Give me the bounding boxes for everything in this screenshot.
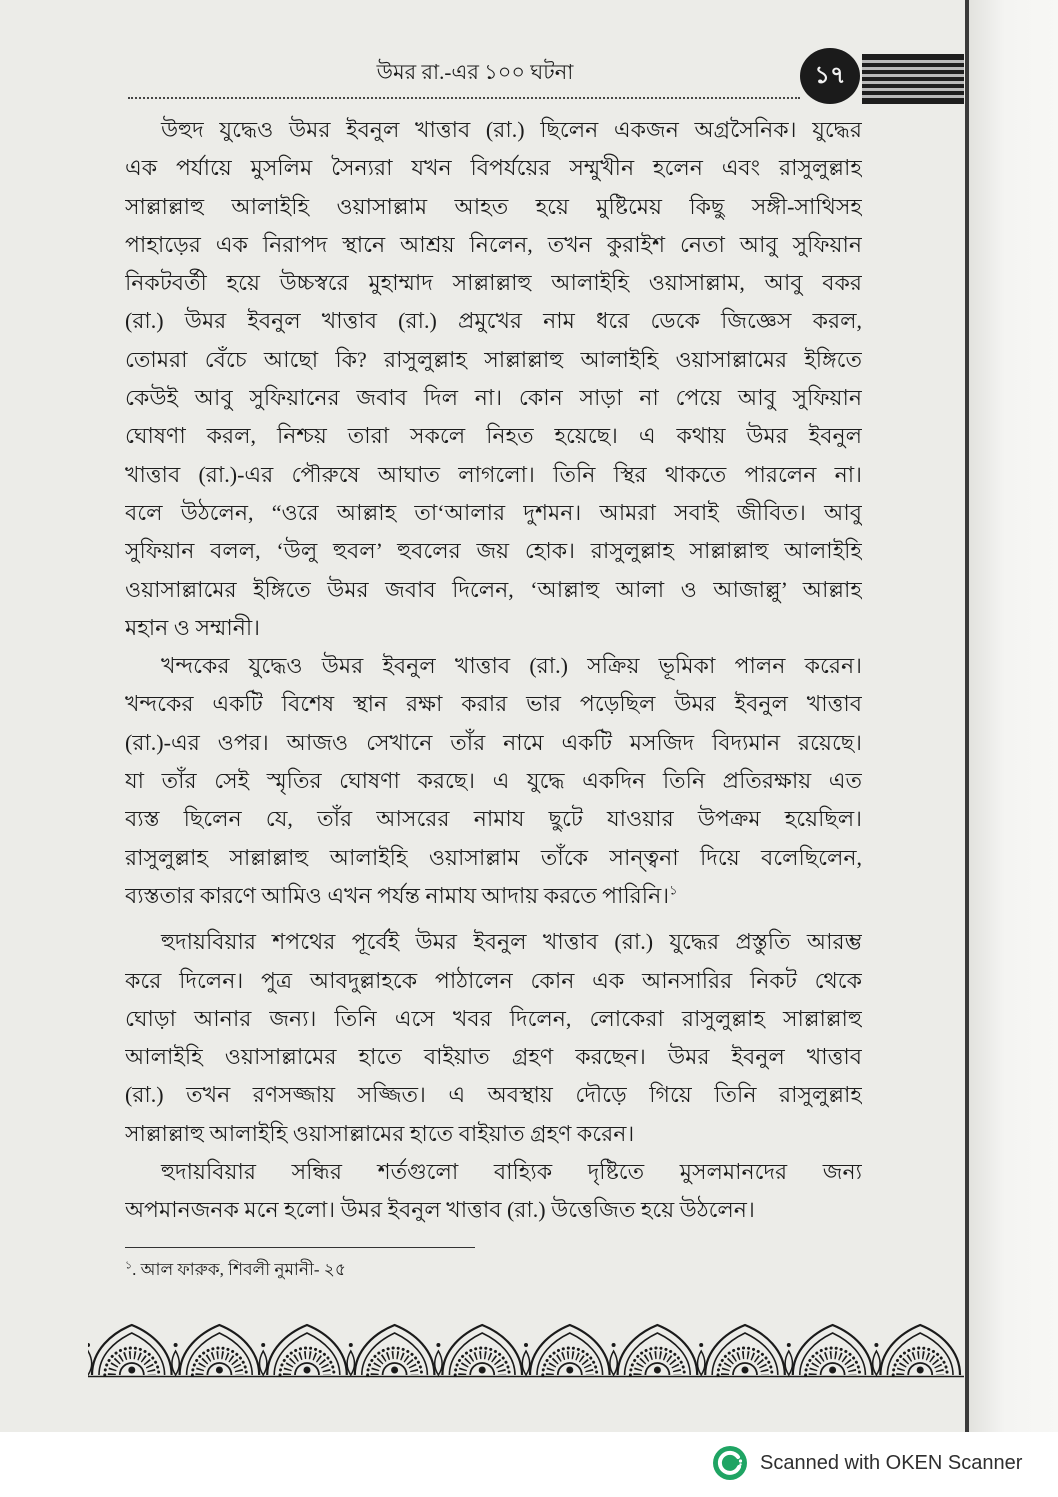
body-text xyxy=(125,111,862,1230)
paragraph xyxy=(125,111,862,647)
text-line-content: ব্যস্ততার কারণে আমিও এখন পর্যন্ত নামায আদায় করতে পারিনি। xyxy=(125,882,670,908)
text-line: (রা.) তখন রণসজ্জায় সজ্জিত। এ অবস্থায় দৌড়ে গিয়ে তিনি রাসুলুল্লাহ xyxy=(125,1082,862,1108)
text-line: সাল্লাল্লাহু আলাইহি ওয়াসাল্লাম আহত হয়ে মুষ্টিমেয় কিছু সঙ্গী-সাথিসহ xyxy=(125,193,862,219)
text-line: হুদায়বিয়ার শপথের পূর্বেই উমর ইবনুল খাত্তাব (রা.) যুদ্ধের প্রস্তুতি আরম্ভ xyxy=(161,929,862,955)
text-line: নিকটবর্তী হয়ে উচ্চস্বরে মুহাম্মাদ সাল্লাল্লাহু আলাইহি ওয়াসাল্লাম, আবু বকর xyxy=(125,270,862,296)
footnote-marker: ১ xyxy=(125,1259,133,1272)
text-line: খন্দকের যুদ্ধেও উমর ইবনুল খাত্তাব (রা.) সক্রিয় ভূমিকা পালন করেন। xyxy=(161,653,862,679)
text-line: পাহাড়ের এক নিরাপদ স্থানে আশ্রয় নিলেন, তখন কুরাইশ নেতা আবু সুফিয়ান xyxy=(125,231,862,257)
text-line: রাসুলুল্লাহ সাল্লাল্লাহু আলাইহি ওয়াসাল্লাম তাঁকে সান্ত্বনা দিয়ে বলেছিলেন, xyxy=(125,844,862,870)
footnote xyxy=(125,1256,625,1284)
scan-background xyxy=(969,0,1058,1432)
text-line: কেউই আবু সুফিয়ানের জবাব দিল না। কোন সাড়া না পেয়ে আবু সুফিয়ান xyxy=(125,385,862,411)
text-line: ব্যস্ত ছিলেন যে, তাঁর আসরের নামায ছুটে যাওয়ার উপক্রম হয়েছিল। xyxy=(125,806,862,832)
text-line xyxy=(125,877,862,915)
text-line: (রা.) উমর ইবনুল খাত্তাব (রা.) প্রমুখের নাম ধরে ডেকে জিজ্ঞেস করল, xyxy=(125,308,862,334)
text-line: ঘোড়া আনার জন্য। তিনি এসে খবর দিলেন, লোকেরা রাসুলুল্লাহ সাল্লাল্লাহু xyxy=(125,1005,862,1031)
running-title: উমর রা.-এর ১০০ ঘটনা xyxy=(376,60,574,84)
footnote-separator xyxy=(125,1247,475,1248)
text-line: খন্দকের একটি বিশেষ স্থান রক্ষা করার ভার পড়েছিল উমর ইবনুল খাত্তাব xyxy=(125,691,862,717)
text-line: বলে উঠলেন, “ওরে আল্লাহ তা‘আলার দুশমন। আমরা সবাই জীবিত। আবু xyxy=(125,499,862,525)
paragraph xyxy=(125,647,862,915)
paisley-dome-border-icon xyxy=(88,1320,964,1378)
text-line: উহুদ যুদ্ধেও উমর ইবনুল খাত্তাব (রা.) ছিলেন একজন অগ্রসৈনিক। যুদ্ধের xyxy=(161,117,862,142)
text-line: হুদায়বিয়ার সন্ধির শর্তগুলো বাহ্যিক দৃষ্টিতে মুসলমানদের জন্য xyxy=(161,1159,862,1185)
header-dotted-rule xyxy=(128,97,800,99)
text-line: করে দিলেন। পুত্র আবদুল্লাহকে পাঠালেন কোন এক আনসারির নিকট থেকে xyxy=(125,967,862,993)
page-edge xyxy=(965,0,969,1432)
footnote-reference: ১ xyxy=(669,882,678,898)
text-line: (রা.)-এর ওপর। আজও সেখানে তাঁর নামে একটি মসজিদ বিদ্যমান রয়েছে। xyxy=(125,729,862,755)
text-line: আলাইহি ওয়াসাল্লামের হাতে বাইয়াত গ্রহণ করছেন। উমর ইবনুল খাত্তাব xyxy=(125,1044,862,1070)
text-line: তোমরা বেঁচে আছো কি? রাসুলুল্লাহ সাল্লাল্লাহু আলাইহি ওয়াসাল্লামের ইঙ্গিতে xyxy=(125,346,862,372)
text-line: অপমানজনক মনে হলো। উমর ইবনুল খাত্তাব (রা.) উত্তেজিত হয়ে উঠলেন। xyxy=(125,1197,755,1223)
text-line: ওয়াসাল্লামের ইঙ্গিতে উমর জবাব দিলেন, ‘আল্লাহু আলা ও আজাল্লু’ আল্লাহ xyxy=(125,576,862,602)
scanner-watermark-label: Scanned with OKEN Scanner xyxy=(760,1451,1023,1474)
text-line: ঘোষণা করল, নিশ্চয় তারা সকলে নিহত হয়েছে। এ কথায় উমর ইবনুল xyxy=(125,423,862,449)
scanner-watermark xyxy=(712,1444,1022,1482)
header-stripe-decoration xyxy=(862,54,964,104)
footnote-text: . আল ফারুক, শিবলী নুমানী- ২৫ xyxy=(132,1260,346,1279)
oken-scanner-logo-icon xyxy=(712,1445,748,1481)
text-line: খাত্তাব (রা.)-এর পৌরুষে আঘাত লাগলো। তিনি স্থির থাকতে পারলেন না। xyxy=(125,461,862,487)
text-line: মহান ও সম্মানী। xyxy=(125,614,261,640)
text-line: এক পর্যায়ে মুসলিম সৈন্যরা যখন বিপর্যয়ের সম্মুখীন হলেন এবং রাসুলুল্লাহ xyxy=(125,155,862,181)
text-line: সাল্লাল্লাহু আলাইহি ওয়াসাল্লামের হাতে বাইয়াত গ্রহণ করেন। xyxy=(125,1120,635,1146)
text-line: যা তাঁর সেই স্মৃতির ঘোষণা করছে। এ যুদ্ধে একদিন তিনি প্রতিরক্ষায় এত xyxy=(125,768,862,794)
paragraph xyxy=(125,923,862,1153)
paragraph xyxy=(125,1153,862,1230)
text-line: সুফিয়ান বলল, ‘উলু হুবল’ হুবলের জয় হোক। রাসুলুল্লাহ সাল্লাল্লাহু আলাইহি xyxy=(125,538,862,564)
page-number-badge: ১৭ xyxy=(800,48,860,104)
